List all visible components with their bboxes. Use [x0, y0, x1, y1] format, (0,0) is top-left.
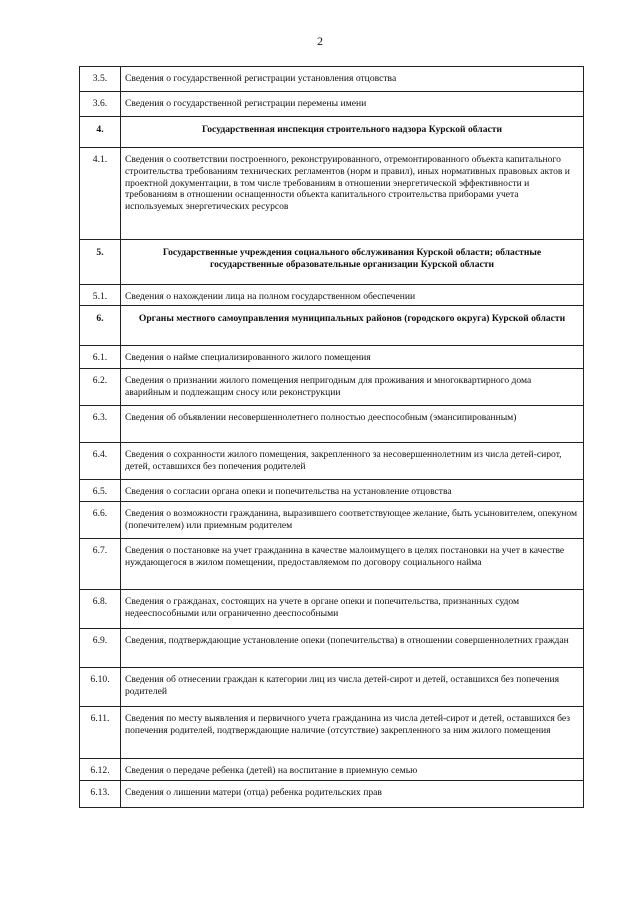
table-row [80, 480, 584, 502]
table-row [80, 707, 584, 759]
section-row [80, 117, 584, 148]
row-description [121, 590, 584, 629]
page-number: 2 [317, 34, 323, 48]
section-title [121, 306, 584, 346]
row-description [121, 443, 584, 480]
row-number [80, 346, 121, 369]
section-row [80, 306, 584, 346]
table-row [80, 668, 584, 707]
row-number [80, 240, 121, 285]
row-number-text: 5.1. [92, 291, 108, 302]
table-row [80, 67, 584, 92]
row-number-text: 6.12. [90, 765, 110, 776]
row-description-text: Сведения о лишении матери (отца) ребенка родительских прав [125, 787, 382, 798]
row-number [80, 443, 121, 480]
row-number-text: 6.11. [90, 713, 110, 724]
row-description-text: Сведения о сохранности жилого помещения, закрепленного за несовершеннолетним из числа детей-сирот, детей, оставшихся без попечения родителей [125, 449, 562, 472]
row-number-text: 6.3. [92, 412, 108, 423]
row-description-text: Сведения о гражданах, состоящих на учете в органе опеки и попечительства, признанных судом недееспособными или ограниченно дееспособными [125, 596, 520, 619]
row-description [121, 759, 584, 781]
row-description-text: Сведения о возможности гражданина, выразившего соответствующее желание, быть усыновителем, опекуном (попечителем) или приемным родителем [125, 508, 578, 531]
row-description [121, 668, 584, 707]
table-row [80, 629, 584, 668]
row-number-text: 3.6. [92, 98, 108, 109]
section-row [80, 240, 584, 285]
row-number-text: 3.5. [92, 73, 108, 84]
table-row [80, 590, 584, 629]
row-description [121, 707, 584, 759]
row-number-text: 6.7. [92, 545, 108, 556]
row-number [80, 668, 121, 707]
row-description [121, 67, 584, 92]
row-number-text: 6.1. [92, 352, 108, 363]
table-row [80, 502, 584, 539]
row-description-text: Сведения о передаче ребенка (детей) на воспитание в приемную семью [125, 765, 418, 776]
table-row [80, 346, 584, 369]
row-number [80, 92, 121, 117]
row-number [80, 285, 121, 306]
table-row [80, 369, 584, 406]
row-description [121, 92, 584, 117]
row-description-text: Сведения о постановке на учет гражданина в качестве малоимущего в целях постановки на учет в качестве нуждающегося в жилом помещении, предоставляемом по договору социального найма [125, 545, 565, 568]
row-number-text: 6.13. [90, 787, 110, 798]
row-number-text: 6.4. [92, 449, 108, 460]
row-number [80, 502, 121, 539]
row-description [121, 480, 584, 502]
row-description [121, 781, 584, 808]
row-description-text: Сведения о государственной регистрации перемены имени [125, 98, 367, 109]
row-number [80, 759, 121, 781]
row-description-text: Сведения о найме специализированного жилого помещения [125, 352, 371, 363]
row-description-text: Сведения о нахождении лица на полном государственном обеспечении [125, 291, 416, 302]
section-title [121, 240, 584, 285]
row-number [80, 781, 121, 808]
table-row [80, 781, 584, 808]
row-description-text: Сведения об отнесении граждан к категории лиц из числа детей-сирот и детей, оставшихся без попечения родителей [125, 674, 560, 697]
row-number-text: 6. [96, 313, 104, 324]
section-title-text: Государственная инспекция строительного надзора Курской области [202, 124, 502, 135]
table-row [80, 148, 584, 240]
row-description-text: Сведения о согласии органа опеки и попечительства на установление отцовства [125, 486, 452, 497]
row-description [121, 539, 584, 590]
row-description [121, 346, 584, 369]
row-number [80, 480, 121, 502]
row-description [121, 502, 584, 539]
row-description-text: Сведения об объявлении несовершеннолетнего полностью дееспособным (эмансипированным) [125, 412, 517, 423]
row-description-text: Сведения по месту выявления и первичного учета гражданина из числа детей-сирот и детей, оставшихся без попечения родителей, подтверждающие наличие (отсутствие) закрепленного за ним жилого помещения [125, 713, 571, 736]
row-description [121, 285, 584, 306]
row-number-text: 6.9. [92, 635, 108, 646]
row-number [80, 369, 121, 406]
row-description-text: Сведения о соответствии построенного, реконструированного, отремонтированного объекта капитального строительства требованиям технических регламентов (норм и правил), иных нормативных правовых актов и проектной документации, в том числе требованиям в отношении энергетической эффективности и требованиям в отношении оснащенности объекта капитального строительства приборами учета используемых энергетических ресурсов [125, 154, 570, 213]
section-title-text: Государственные учреждения социального обслуживания Курской области; областные государственные образовательные организации Курской области [162, 247, 542, 270]
row-number [80, 539, 121, 590]
row-number-text: 4. [96, 124, 104, 135]
row-number-text: 5. [96, 247, 104, 258]
table-row [80, 285, 584, 306]
services-table [79, 66, 584, 808]
row-number-text: 6.6. [92, 508, 108, 519]
row-number [80, 707, 121, 759]
row-description [121, 369, 584, 406]
row-description [121, 406, 584, 443]
section-title [121, 117, 584, 148]
section-title-text: Органы местного самоуправления муниципальных районов (городского округа) Курской области [138, 313, 566, 324]
row-number [80, 306, 121, 346]
row-description-text: Сведения о признании жилого помещения непригодным для проживания и многоквартирного дома аварийным и подлежащим сносу или реконструкции [125, 375, 532, 398]
table-row [80, 406, 584, 443]
row-description [121, 148, 584, 240]
table-row [80, 539, 584, 590]
row-number-text: 6.8. [92, 596, 108, 607]
table-row [80, 92, 584, 117]
table-row [80, 443, 584, 480]
row-number [80, 67, 121, 92]
row-number-text: 4.1. [92, 154, 108, 165]
row-description [121, 629, 584, 668]
row-number-text: 6.5. [92, 486, 108, 497]
row-number [80, 590, 121, 629]
row-description-text: Сведения о государственной регистрации установления отцовства [125, 73, 397, 84]
row-description-text: Сведения, подтверждающие установление опеки (попечительства) в отношении совершеннолетних граждан [125, 635, 569, 646]
table-row [80, 759, 584, 781]
row-number [80, 406, 121, 443]
row-number [80, 629, 121, 668]
row-number [80, 117, 121, 148]
row-number [80, 148, 121, 240]
row-number-text: 6.10. [90, 674, 110, 685]
row-number-text: 6.2. [92, 375, 108, 386]
